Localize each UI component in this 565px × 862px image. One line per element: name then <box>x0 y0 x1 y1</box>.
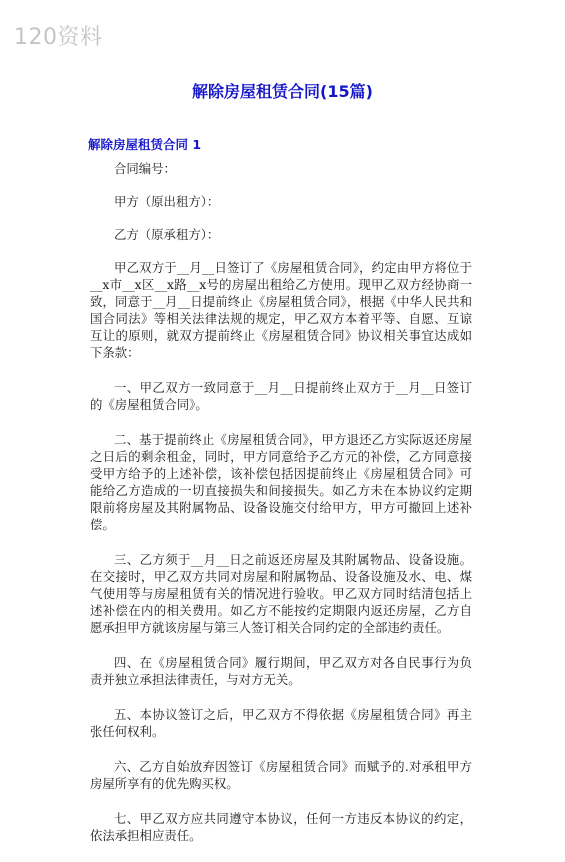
paragraph-clause-4: 四、在《房屋租赁合同》履行期间，甲乙双方对各自民事行为负责并独立承担法律责任，与对方无关。 <box>90 655 472 687</box>
paragraph-preamble: 甲乙双方于__月__日签订了《房屋租赁合同》，约定由甲方将位于__x市__x区__x路__x号的房屋出租给乙方使用。现甲乙双方经协商一致，同意于__月__日提前终止《房屋租赁合同》，根据《中华人民共和国合同法》等相关法律法规的规定，甲乙双方本着平等、自愿、互谅互让的原则，就双方提前终止《房屋租赁合同》协议相关事宜达成如下条款： <box>90 260 472 360</box>
paragraph-clause-2: 二、基于提前终止《房屋租赁合同》，甲方退还乙方实际返还房屋之日后的剩余租金，同时，甲方同意给予乙方元的补偿，乙方同意接受甲方给予的上述补偿，该补偿包括因提前终止《房屋租赁合同》可能给乙方造成的一切直接损失和间接损失。如乙方未在本协议约定期限前将房屋及其附属物品、设备设施交付给甲方，甲方可撤回上述补偿。 <box>90 432 472 532</box>
party-a-field: 甲方（原出租方）： <box>114 194 220 209</box>
document-title: 解除房屋租赁合同(15篇) <box>192 82 373 101</box>
section-title: 解除房屋租赁合同 1 <box>88 137 202 152</box>
contract-number-field: 合同编号： <box>114 161 176 176</box>
paragraph-clause-3: 三、乙方须于__月__日之前返还房屋及其附属物品、设备设施。在交接时，甲乙双方共同对房屋和附属物品、设备设施及水、电、煤气使用等与房屋租赁有关的情况进行验收。甲乙双方同时结清包括上述补偿在内的相关费用。如乙方不能按约定期限内返还房屋，乙方自愿承担甲方就该房屋与第三人签订相关合同约定的全部违约责任。 <box>90 552 472 635</box>
watermark: 120资料 <box>14 25 103 50</box>
paragraph-clause-6: 六、乙方自始放弃因签订《房屋租赁合同》而赋予的.对承租甲方房屋所享有的优先购买权。 <box>90 759 472 791</box>
paragraph-clause-7: 七、甲乙双方应共同遵守本协议，任何一方违反本协议的约定，依法承担相应责任。 <box>90 811 472 843</box>
party-b-field: 乙方（原承租方）： <box>114 227 220 242</box>
document-body <box>90 160 472 862</box>
paragraph-clause-5: 五、本协议签订之后，甲乙双方不得依据《房屋租赁合同》再主张任何权利。 <box>90 707 472 739</box>
paragraph-clause-1: 一、甲乙双方一致同意于__月__日提前终止双方于__月__日签订的《房屋租赁合同》。 <box>90 380 472 412</box>
